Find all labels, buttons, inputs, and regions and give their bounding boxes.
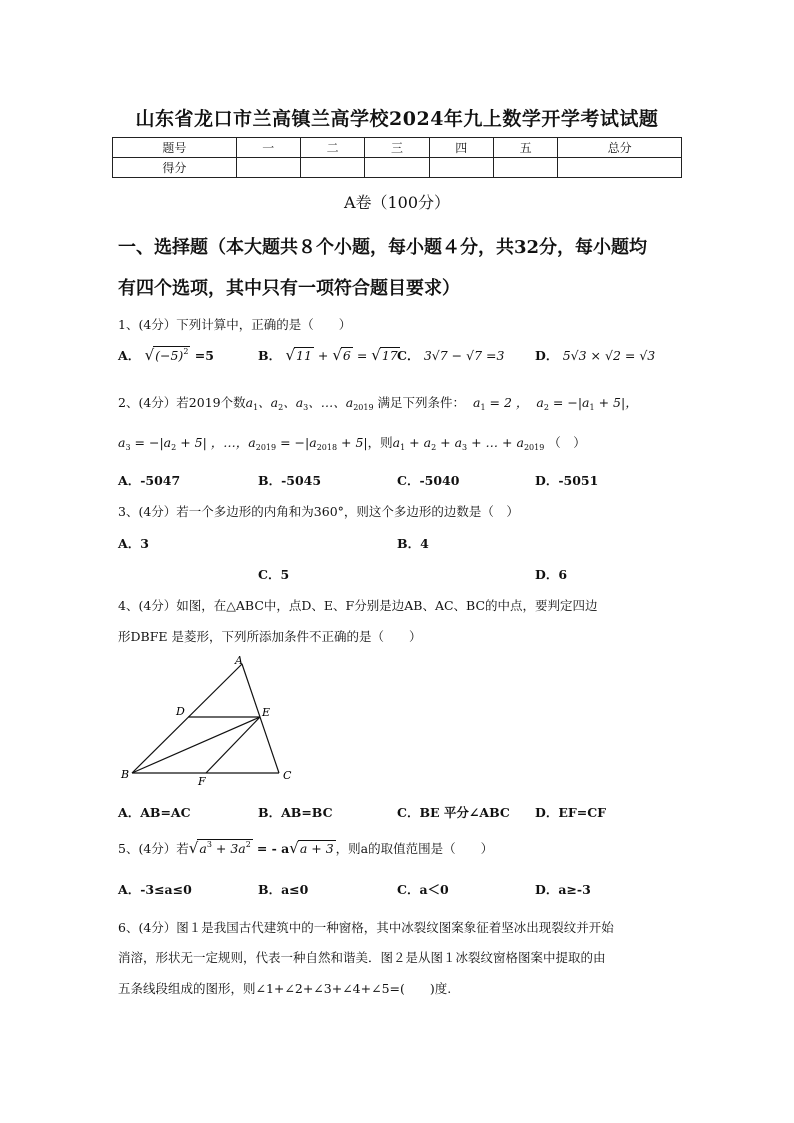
q2-condition-math: $a_1 = 2$ ， $a_2 = -|a_1 + 5|$， (469, 395, 638, 412)
label-a: A (235, 654, 243, 667)
q2-condition-math-line2: $a_3 = -|a_2 + 5|$ ，…，$a_{2019} = -|a_{2018} + 5|$ (118, 435, 368, 452)
score-cell (429, 158, 493, 178)
q1-option-d (535, 346, 655, 364)
section-1-heading-line2: 有四个选项，其中只有一项符合题目要求） (118, 278, 460, 299)
q5-option-a: A．-3≤a≤0 (118, 882, 192, 897)
q3-option-b: B．4 (397, 536, 429, 551)
q2-line2-tail: ，则 (367, 435, 393, 450)
q5-stem-mid: = - a (256, 841, 290, 856)
score-header-cell: 四 (429, 138, 493, 158)
section-a-heading: A卷（100分） (343, 193, 451, 212)
q2-stem-line2 (118, 433, 586, 452)
q2-stem-mid: 满足下列条件： (377, 395, 466, 410)
q5-option-d: D．a≥-3 (535, 882, 591, 897)
score-cell (300, 158, 364, 178)
q4-option-a: A．AB=AC (118, 805, 191, 820)
side-ab (132, 664, 242, 773)
q1-option-b-r1: 11 (296, 348, 312, 363)
score-cell (493, 158, 557, 178)
q1-option-b: B． √11 + √6 = √17 (258, 346, 398, 364)
q2-option-a: A．-5047 (118, 473, 181, 488)
q2-sequence-math: $a_1$、$a_2$、$a_3$、…、$a_{2019}$ (245, 395, 374, 412)
label-c: C (283, 769, 292, 782)
q5-stem-prefix: 5、(4分）若 (118, 841, 189, 856)
score-header-cell: 一 (236, 138, 300, 158)
q2-blank: （ ） (548, 435, 586, 450)
q4-triangle-figure (112, 652, 302, 792)
label-e: E (262, 706, 271, 719)
score-cell (236, 158, 300, 178)
q4-option-b: B．AB=BC (258, 805, 333, 820)
q1-option-c (397, 346, 504, 364)
q5-left-radical: $√a^3 + 3a^2$ (188, 839, 251, 857)
side-ac (242, 664, 279, 773)
q4-option-c: C．BE 平分∠ABC (397, 805, 510, 820)
label-f: F (198, 775, 206, 788)
q6-stem-line1: 6、(4分）图１是我国古代建筑中的一种窗格，其中冰裂纹图案象征着坚冰出现裂纹并开始 (118, 920, 614, 935)
section-1-heading-line1: 一、选择题（本大题共８个小题，每小题４分，共32分，每小题均 (118, 237, 648, 258)
q1-option-a-radicand: (−5) (155, 348, 184, 363)
score-header-cell: 二 (300, 138, 364, 158)
q4-option-d: D．EF=CF (535, 805, 607, 820)
q3-option-a: A．3 (118, 536, 149, 551)
q5-option-c: C．a＜0 (397, 882, 449, 897)
q1-option-c-expr: 3√7 − √7 =3 (423, 348, 505, 363)
q3-option-c: C．5 (258, 567, 290, 582)
segment-ef (206, 717, 260, 773)
q6-stem-line3: 五条线段组成的图形，则∠1+∠2+∠3+∠4+∠5=( )度. (118, 981, 452, 996)
q2-sum-math: $a_1 + a_2 + a_3$ + … + $a_{2019}$ (392, 435, 545, 452)
q2-option-d: D．-5051 (535, 473, 599, 488)
q1-option-b-label: B． (258, 348, 282, 363)
q2-option-b: B．-5045 (258, 473, 322, 488)
q5-option-b: B．a≤0 (258, 882, 309, 897)
score-header-cell: 总分 (558, 138, 682, 158)
score-table (112, 137, 682, 178)
score-cell (558, 158, 682, 178)
q4-stem-line1: 4、(4分）如图，在△ABC中，点D、E、F分别是边AB、AC、BC的中点，要判定四边 (118, 598, 598, 613)
q2-option-c: C．-5040 (397, 473, 460, 488)
q1-option-b-r2: 6 (342, 348, 351, 363)
q1-option-a-label: A． (118, 348, 141, 363)
q1-option-a-result: =5 (194, 348, 214, 363)
score-header-cell: 三 (365, 138, 429, 158)
score-table-header-row (113, 138, 682, 158)
label-d: D (176, 705, 185, 718)
q1-option-d-label: D． (535, 348, 559, 363)
q5-stem-suffix: ，则a的取值范围是（ ） (335, 841, 494, 856)
score-row-label: 得分 (113, 158, 237, 178)
q6-stem-line2: 消溶，形状无一定规则，代表一种自然和谐美．图２是从图１冰裂纹窗格图案中提取的由 (118, 950, 606, 965)
q1-option-d-expr: 5√3 × √2 = √3 (562, 348, 656, 363)
exam-title: 山东省龙口市兰高镇兰高学校2024年九上数学开学考试试题 (135, 108, 659, 130)
q3-stem: 3、(4分）若一个多边形的内角和为360°，则这个多边形的边数是（ ） (118, 504, 519, 519)
q5-stem (118, 839, 493, 857)
q2-stem-prefix: 2、(4分）若2019个数 (118, 395, 246, 410)
q1-option-b-r3: 17 (381, 348, 398, 363)
q2-stem-line1 (118, 393, 638, 412)
label-b: B (121, 768, 130, 781)
q1-option-c-label: C． (397, 348, 420, 363)
score-header-cell: 五 (493, 138, 557, 158)
score-cell (365, 158, 429, 178)
q1-stem: 1、(4分）下列计算中，正确的是（ ） (118, 317, 352, 332)
q4-stem-line2: 形DBFE 是菱形，下列所添加条件不正确的是（ ） (118, 629, 422, 644)
q3-option-d: D．6 (535, 567, 568, 582)
q5-right-radical: √a + 3 (289, 839, 334, 857)
score-table-score-row (113, 158, 682, 178)
q1-option-a: A． $√(-5)^2 =5$ (118, 346, 214, 364)
score-header-cell: 题号 (113, 138, 237, 158)
segment-be (132, 717, 260, 773)
